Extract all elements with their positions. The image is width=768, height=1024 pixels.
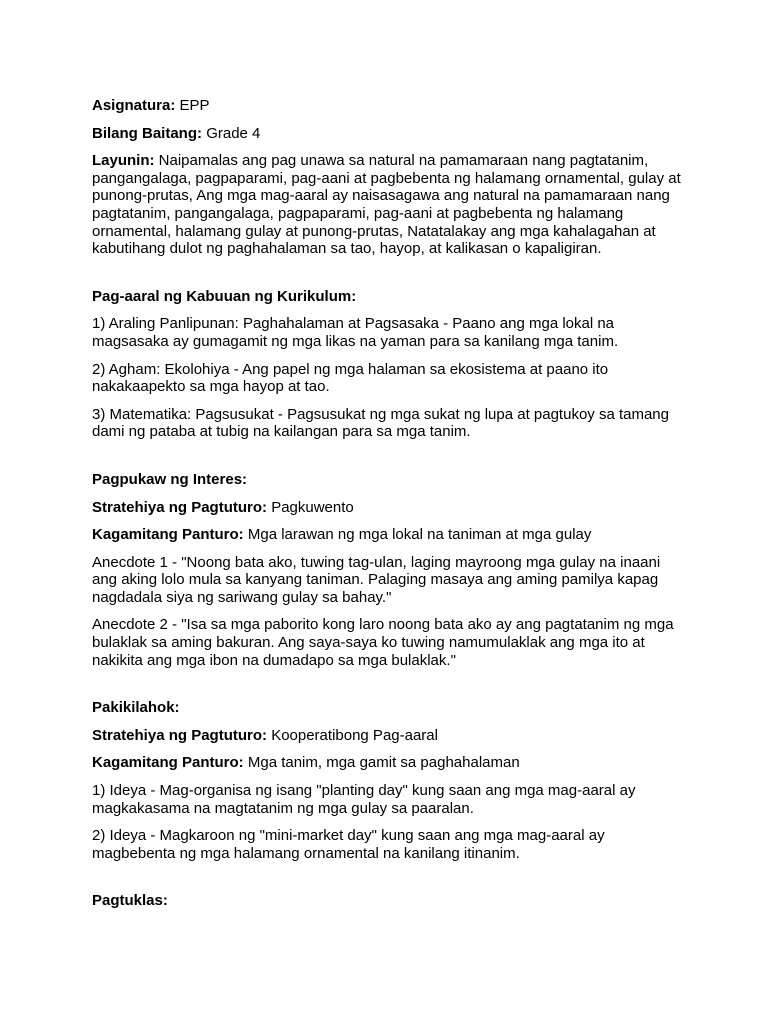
interes-materials-line	[92, 526, 682, 544]
kurikulum-item: 2) Agham: Ekolohiya - Ang papel ng mga halaman sa ekosistema at paano ito nakakaapekto sa mga hayop at tao.	[92, 360, 609, 396]
layunin-label: Layunin:	[92, 152, 155, 170]
pakikilahok-heading: Pakikilahok:	[92, 699, 180, 717]
materials-value: Mga tanim, mga gamit sa paghahalaman	[247, 754, 520, 772]
interes-strategy-line	[92, 499, 682, 517]
layunin-text: Naipamalas ang pag unawa sa natural na pamamaraan nang pagtatanim, pangangalaga, pagpaparami, pag-aani at pagbebenta ng halamang ornamental, gulay at punong-prutas, Ang mga mag-aaral ay naisasagawa ang natural na pamamaraan nang pagtatanim, pangangalaga, pagpaparami, pag-aani at pagbebenta ng halamang ornamental, halamang gulay at punong-prutas, Natatalakay ang mga kahalagahan at kabutihang dulot ng paghahalaman sa tao, hayop, at kalikasan o kapaligiran.	[92, 152, 681, 258]
anecdote-paragraph: Anecdote 2 - "Isa sa mga paborito kong laro noong bata ako ay ang pagtatanim ng mga bulaklak sa aming bakuran. Ang saya-saya ko tuwing namumulaklak ang mga ito at nakikita ang mga ibon na dumadapo sa mga bulaklak."	[92, 616, 674, 669]
asignatura-line	[92, 97, 682, 115]
pagtuklas-heading: Pagtuklas:	[92, 892, 168, 910]
asignatura-label: Asignatura:	[92, 97, 176, 114]
asignatura-value: EPP	[179, 97, 210, 114]
materials-value: Mga larawan ng mga lokal na taniman at mga gulay	[247, 526, 592, 544]
pakikilahok-strategy-line	[92, 727, 682, 745]
kurikulum-item: 3) Matematika: Pagsusukat - Pagsusukat ng mga sukat ng lupa at pagtukoy sa tamang dami ng pataba at tubig na kailangan para sa mga tanim.	[92, 405, 669, 441]
interes-heading: Pagpukaw ng Interes:	[92, 470, 248, 488]
baitang-label: Bilang Baitang:	[92, 124, 203, 142]
strategy-label: Stratehiya ng Pagtuturo:	[92, 726, 268, 744]
ideya-item: 2) Ideya - Magkaroon ng "mini-market day" kung saan ang mga mag-aaral ay magbebenta ng mga halamang ornamental na kanilang itinanim.	[92, 827, 605, 862]
strategy-value: Kooperatibong Pag-aaral	[271, 726, 438, 744]
strategy-label: Stratehiya ng Pagtuturo:	[92, 498, 268, 516]
materials-label: Kagamitang Panturo:	[92, 754, 244, 772]
document-body	[92, 97, 682, 910]
materials-label: Kagamitang Panturo:	[92, 526, 244, 544]
baitang-value: Grade 4	[206, 124, 261, 142]
layunin-paragraph	[92, 152, 682, 258]
baitang-line	[92, 125, 682, 143]
ideya-item: 1) Ideya - Mag-organisa ng isang "planting day" kung saan ang mga mag-aaral ay magkakasama na magtatanim ng mga gulay sa paaralan.	[92, 782, 636, 817]
pakikilahok-materials-line	[92, 754, 682, 772]
strategy-value: Pagkuwento	[271, 498, 354, 516]
kurikulum-item: 1) Araling Panlipunan: Paghahalaman at Pagsasaka - Paano ang mga lokal na magsasaka ay gumagamit ng mga likas na yaman para sa kanilang mga tanim.	[92, 315, 619, 350]
kurikulum-heading: Pag-aaral ng Kabuuan ng Kurikulum:	[92, 287, 357, 305]
anecdote-paragraph: Anecdote 1 - "Noong bata ako, tuwing tag-ulan, laging mayroong mga gulay na inaani ang aking lolo mula sa kanyang taniman. Palaging masaya ang aming pamilya kapag nagdadala siya ng sariwang gulay sa bahay."	[92, 553, 661, 606]
